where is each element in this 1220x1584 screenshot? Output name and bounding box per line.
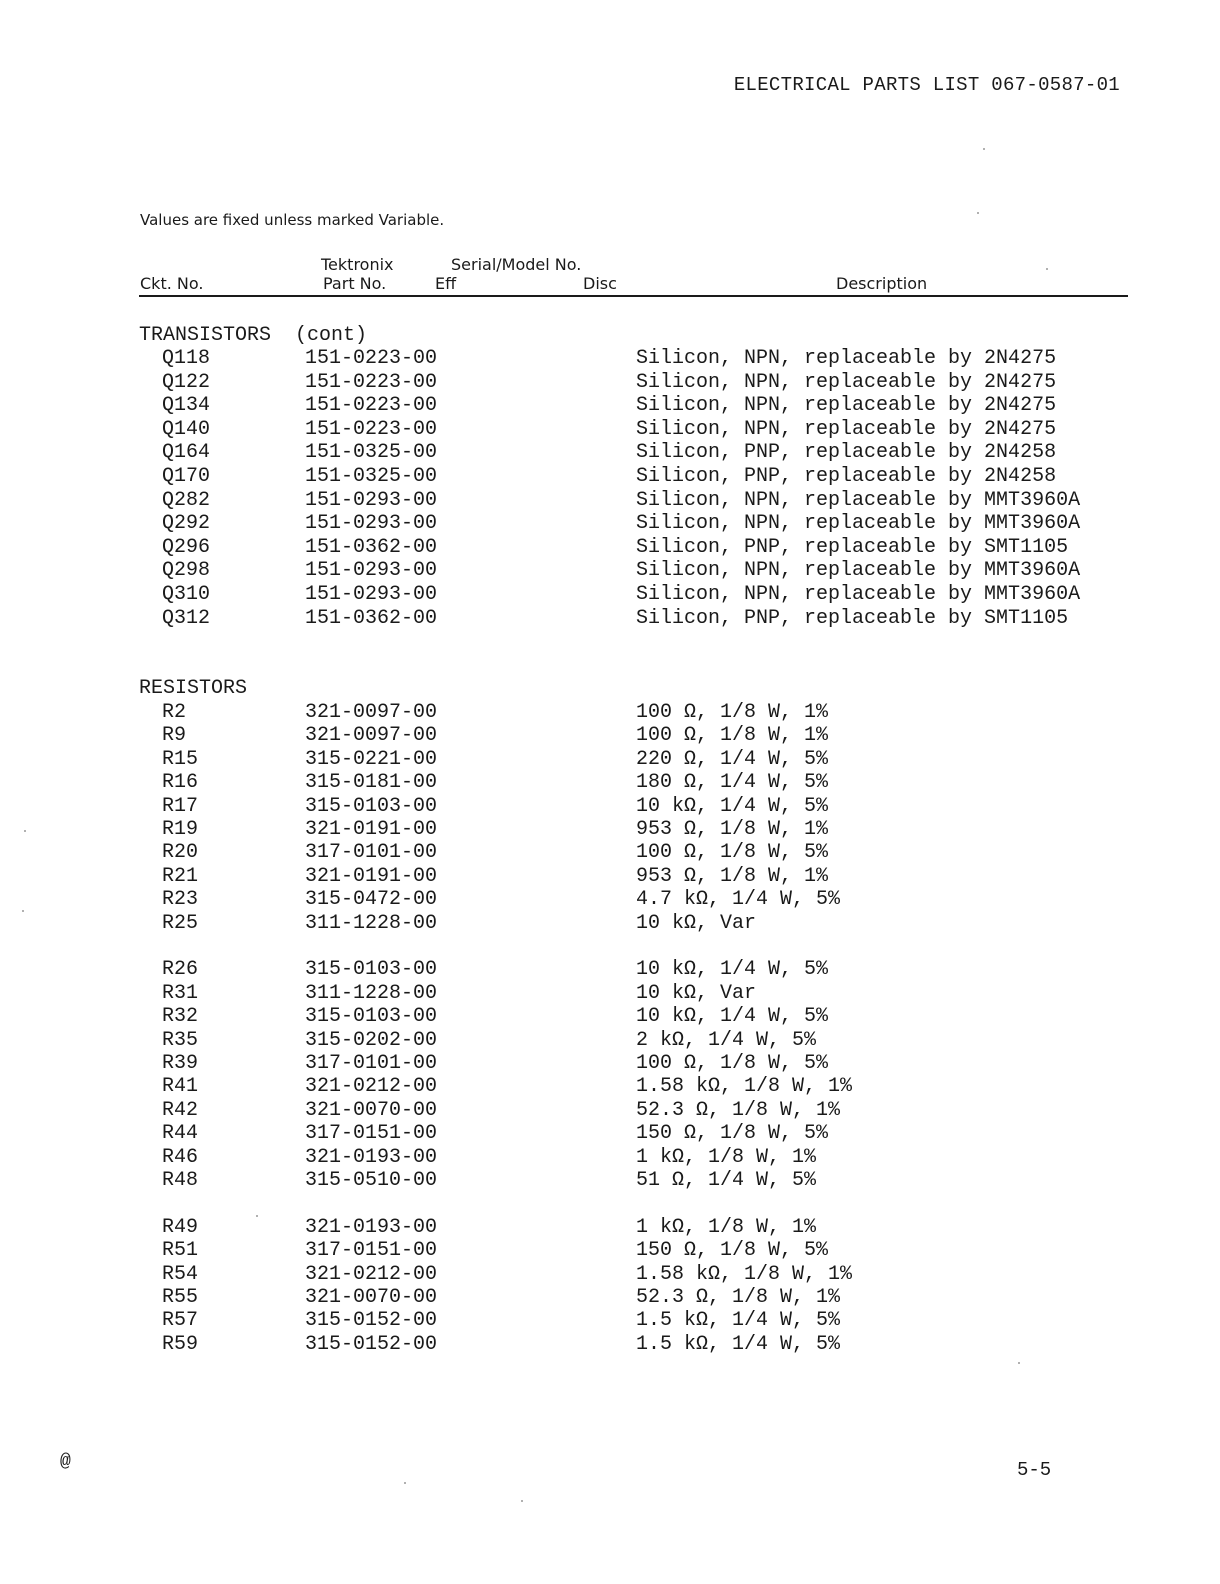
ckt-no: R21 xyxy=(162,864,199,888)
part-no: 321-0070-00 xyxy=(305,1286,438,1309)
part-no: 151-0293-00 xyxy=(305,512,438,536)
part-no: 151-0223-00 xyxy=(305,370,438,394)
scan-speck xyxy=(256,1215,258,1217)
part-no: 151-0293-00 xyxy=(305,488,438,512)
part-no: 311-1228-00 xyxy=(305,981,438,1005)
description: 10 kΩ, Var xyxy=(636,981,757,1005)
page-number: 5-5 xyxy=(1017,1459,1052,1481)
description: 150 Ω, 1/8 W, 5% xyxy=(636,1239,829,1263)
description: Silicon, NPN, replaceable by 2N4275 xyxy=(636,347,1057,370)
part-no: 315-0152-00 xyxy=(305,1332,438,1356)
ckt-no: R19 xyxy=(162,818,199,841)
description: Silicon, NPN, replaceable by MMT3960A xyxy=(636,488,1081,512)
part-no: 311-1228-00 xyxy=(305,911,438,935)
scan-speck xyxy=(521,1500,523,1502)
description: 1.58 kΩ, 1/8 W, 1% xyxy=(636,1075,853,1099)
ckt-no: Q122 xyxy=(162,370,211,394)
ckt-no: Q282 xyxy=(162,488,211,512)
description: Silicon, NPN, replaceable by 2N4275 xyxy=(636,370,1057,394)
ckt-no: R59 xyxy=(162,1332,199,1356)
column-tektronix: Tektronix xyxy=(321,255,394,274)
header-rule xyxy=(139,295,1128,297)
part-no: 151-0362-00 xyxy=(305,606,438,630)
part-no: 321-0191-00 xyxy=(305,864,438,888)
description: 100 Ω, 1/8 W, 5% xyxy=(636,1052,829,1075)
description: 10 kΩ, 1/4 W, 5% xyxy=(636,958,829,982)
description: 953 Ω, 1/8 W, 1% xyxy=(636,818,829,841)
description: 1.58 kΩ, 1/8 W, 1% xyxy=(636,1262,853,1286)
ckt-no: R2 xyxy=(162,701,187,724)
ckt-no: R55 xyxy=(162,1286,199,1309)
part-no: 315-0152-00 xyxy=(305,1309,438,1333)
ckt-no: Q140 xyxy=(162,417,211,441)
description: 10 kΩ, Var xyxy=(636,911,757,935)
description: Silicon, NPN, replaceable by MMT3960A xyxy=(636,512,1081,536)
ckt-no: R42 xyxy=(162,1098,199,1122)
part-no: 151-0325-00 xyxy=(305,465,438,488)
section-suffix: (cont) xyxy=(295,324,368,347)
description: 150 Ω, 1/8 W, 5% xyxy=(636,1122,829,1146)
description: Silicon, PNP, replaceable by SMT1105 xyxy=(636,606,1069,630)
ckt-no: R15 xyxy=(162,747,199,771)
column-ckt-no: Ckt. No. xyxy=(140,274,204,293)
ckt-no: R16 xyxy=(162,771,199,795)
ckt-no: R17 xyxy=(162,794,199,818)
part-no: 317-0101-00 xyxy=(305,841,438,865)
part-no: 315-0103-00 xyxy=(305,1005,438,1029)
description: 180 Ω, 1/4 W, 5% xyxy=(636,771,829,795)
description: 100 Ω, 1/8 W, 1% xyxy=(636,724,829,748)
column-serial-model: Serial/Model No. xyxy=(451,255,582,274)
description: 1.5 kΩ, 1/4 W, 5% xyxy=(636,1309,841,1333)
description: Silicon, NPN, replaceable by 2N4275 xyxy=(636,394,1057,418)
ckt-no: R48 xyxy=(162,1169,199,1192)
description: 52.3 Ω, 1/8 W, 1% xyxy=(636,1098,841,1122)
ckt-no: R39 xyxy=(162,1052,199,1075)
part-no: 315-0510-00 xyxy=(305,1169,438,1192)
ckt-no: Q312 xyxy=(162,606,211,630)
part-no: 315-0103-00 xyxy=(305,958,438,982)
scan-speck xyxy=(983,148,985,150)
column-part-no: Part No. xyxy=(323,274,387,293)
description: Silicon, PNP, replaceable by 2N4258 xyxy=(636,441,1057,465)
description: 100 Ω, 1/8 W, 1% xyxy=(636,701,829,724)
description: Silicon, NPN, replaceable by 2N4275 xyxy=(636,417,1057,441)
ckt-no: R49 xyxy=(162,1215,199,1239)
part-no: 321-0070-00 xyxy=(305,1098,438,1122)
part-no: 321-0191-00 xyxy=(305,818,438,841)
part-no: 151-0223-00 xyxy=(305,394,438,418)
part-no: 151-0325-00 xyxy=(305,441,438,465)
column-description: Description xyxy=(836,274,928,293)
column-disc: Disc xyxy=(583,274,617,293)
part-no: 151-0223-00 xyxy=(305,417,438,441)
description: 100 Ω, 1/8 W, 5% xyxy=(636,841,829,865)
description: 51 Ω, 1/4 W, 5% xyxy=(636,1169,817,1192)
ckt-no: Q298 xyxy=(162,559,211,583)
values-note: Values are fixed unless marked Variable. xyxy=(140,211,445,229)
part-no: 151-0223-00 xyxy=(305,347,438,370)
part-no: 315-0472-00 xyxy=(305,888,438,912)
part-no: 315-0181-00 xyxy=(305,771,438,795)
scan-speck xyxy=(977,212,979,214)
section-resistors: RESISTORS xyxy=(139,677,248,700)
description: Silicon, PNP, replaceable by 2N4258 xyxy=(636,465,1057,488)
page-header-title: ELECTRICAL PARTS LIST 067-0587-01 xyxy=(733,74,1120,96)
ckt-no: R35 xyxy=(162,1028,199,1052)
description: 1 kΩ, 1/8 W, 1% xyxy=(636,1145,817,1169)
ckt-no: R32 xyxy=(162,1005,199,1029)
part-no: 321-0212-00 xyxy=(305,1262,438,1286)
ckt-no: R25 xyxy=(162,911,199,935)
part-no: 317-0151-00 xyxy=(305,1122,438,1146)
ckt-no: Q296 xyxy=(162,535,211,559)
description: 10 kΩ, 1/4 W, 5% xyxy=(636,1005,829,1029)
ckt-no: R54 xyxy=(162,1262,199,1286)
description: 1.5 kΩ, 1/4 W, 5% xyxy=(636,1332,841,1356)
part-no: 317-0151-00 xyxy=(305,1239,438,1263)
ckt-no: Q292 xyxy=(162,512,211,536)
description: Silicon, NPN, replaceable by MMT3960A xyxy=(636,583,1081,606)
ckt-no: R20 xyxy=(162,841,199,865)
part-no: 321-0212-00 xyxy=(305,1075,438,1099)
scan-speck xyxy=(1046,268,1048,270)
part-no: 317-0101-00 xyxy=(305,1052,438,1075)
ckt-no: R9 xyxy=(162,724,187,748)
ckt-no: Q118 xyxy=(162,347,211,370)
part-no: 315-0103-00 xyxy=(305,794,438,818)
ckt-no: Q134 xyxy=(162,394,211,418)
scan-speck xyxy=(404,1482,406,1484)
ckt-no: Q310 xyxy=(162,583,211,606)
part-no: 321-0097-00 xyxy=(305,724,438,748)
ckt-no: R46 xyxy=(162,1145,199,1169)
scan-speck xyxy=(1018,1362,1020,1364)
part-no: 321-0193-00 xyxy=(305,1145,438,1169)
ckt-no: R23 xyxy=(162,888,199,912)
scan-speck xyxy=(22,910,24,912)
part-no: 321-0193-00 xyxy=(305,1215,438,1239)
footer-mark: @ xyxy=(60,1452,71,1472)
ckt-no: R31 xyxy=(162,981,199,1005)
part-no: 315-0221-00 xyxy=(305,747,438,771)
ckt-no: R26 xyxy=(162,958,199,982)
description: 52.3 Ω, 1/8 W, 1% xyxy=(636,1286,841,1309)
description: 220 Ω, 1/4 W, 5% xyxy=(636,747,829,771)
part-no: 151-0362-00 xyxy=(305,535,438,559)
description: 1 kΩ, 1/8 W, 1% xyxy=(636,1215,817,1239)
ckt-no: R57 xyxy=(162,1309,199,1333)
description: 10 kΩ, 1/4 W, 5% xyxy=(636,794,829,818)
section-transistors xyxy=(139,324,368,348)
description: 4.7 kΩ, 1/4 W, 5% xyxy=(636,888,841,912)
part-no: 321-0097-00 xyxy=(305,701,438,724)
description: 953 Ω, 1/8 W, 1% xyxy=(636,864,829,888)
section-title: TRANSISTORS xyxy=(139,324,272,347)
column-eff: Eff xyxy=(435,274,457,293)
ckt-no: Q164 xyxy=(162,441,211,465)
ckt-no: Q170 xyxy=(162,465,211,488)
scan-speck xyxy=(24,830,26,832)
part-no: 151-0293-00 xyxy=(305,583,438,606)
part-no: 151-0293-00 xyxy=(305,559,438,583)
description: Silicon, NPN, replaceable by MMT3960A xyxy=(636,559,1081,583)
ckt-no: R44 xyxy=(162,1122,199,1146)
description: Silicon, PNP, replaceable by SMT1105 xyxy=(636,535,1069,559)
description: 2 kΩ, 1/4 W, 5% xyxy=(636,1028,817,1052)
part-no: 315-0202-00 xyxy=(305,1028,438,1052)
ckt-no: R51 xyxy=(162,1239,199,1263)
ckt-no: R41 xyxy=(162,1075,199,1099)
